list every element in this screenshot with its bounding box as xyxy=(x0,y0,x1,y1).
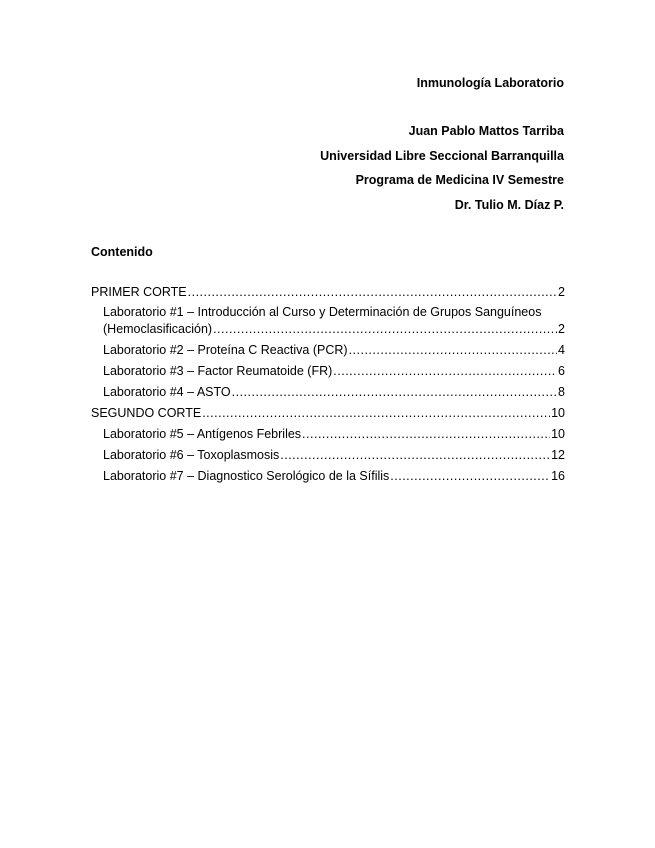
toc-entry-text: Laboratorio #7 – Diagnostico Serológico de la Sífilis xyxy=(103,469,390,483)
toc-entry-text: SEGUNDO CORTE xyxy=(91,406,202,420)
toc-page-number: 12 xyxy=(551,448,565,462)
toc-entry-text: Laboratorio #4 – ASTO xyxy=(103,385,231,399)
toc-page-number: 10 xyxy=(551,406,565,420)
professor-name: Dr. Tulio M. Díaz P. xyxy=(454,198,564,212)
toc-page-number: 4 xyxy=(558,343,565,357)
toc-entry-segundo-corte[interactable] xyxy=(91,405,565,421)
course-title: Inmunología Laboratorio xyxy=(416,76,564,90)
toc-entry-lab2[interactable] xyxy=(103,342,565,358)
toc-leader-dots xyxy=(349,342,557,358)
toc-leader-dots xyxy=(302,426,550,442)
author-name: Juan Pablo Mattos Tarriba xyxy=(408,124,564,138)
toc-entry-text: Laboratorio #3 – Factor Reumatoide (FR) xyxy=(103,364,333,378)
toc-entry-text: Laboratorio #6 – Toxoplasmosis xyxy=(103,448,280,462)
toc-leader-dots xyxy=(188,284,557,300)
university-name: Universidad Libre Seccional Barranquilla xyxy=(320,149,564,163)
toc-entry-lab4[interactable] xyxy=(103,384,565,400)
program-name: Programa de Medicina IV Semestre xyxy=(355,173,564,187)
toc-entry-text: PRIMER CORTE xyxy=(91,285,187,299)
toc-entry-lab3[interactable] xyxy=(103,363,565,379)
toc-leader-dots xyxy=(333,363,557,379)
toc-entry-text: Laboratorio #2 – Proteína C Reactiva (PCR) xyxy=(103,343,348,357)
toc-leader-dots xyxy=(232,384,557,400)
toc-leader-dots xyxy=(213,321,557,337)
toc-entry-lab5[interactable] xyxy=(103,426,565,442)
toc-entry-text: Laboratorio #5 – Antígenos Febriles xyxy=(103,427,302,441)
toc-entry-lab1[interactable] xyxy=(103,321,565,337)
toc-heading: Contenido xyxy=(91,245,153,259)
toc-entry-primer-corte[interactable] xyxy=(91,284,565,300)
toc-page-number: 2 xyxy=(558,285,565,299)
toc-page-number: 6 xyxy=(558,364,565,378)
toc-leader-dots xyxy=(202,405,550,421)
toc-page-number: 8 xyxy=(558,385,565,399)
toc-page-number: 16 xyxy=(551,469,565,483)
toc-leader-dots xyxy=(390,468,550,484)
toc-entry-text: (Hemoclasificación) xyxy=(103,322,213,336)
toc-leader-dots xyxy=(280,447,550,463)
toc-entry-lab7[interactable] xyxy=(103,468,565,484)
toc-entry-lab6[interactable] xyxy=(103,447,565,463)
toc-page-number: 2 xyxy=(558,322,565,336)
toc-page-number: 10 xyxy=(551,427,565,441)
toc-entry-lab1-line1[interactable]: Laboratorio #1 – Introducción al Curso y Determinación de Grupos Sanguíneos xyxy=(103,305,542,319)
